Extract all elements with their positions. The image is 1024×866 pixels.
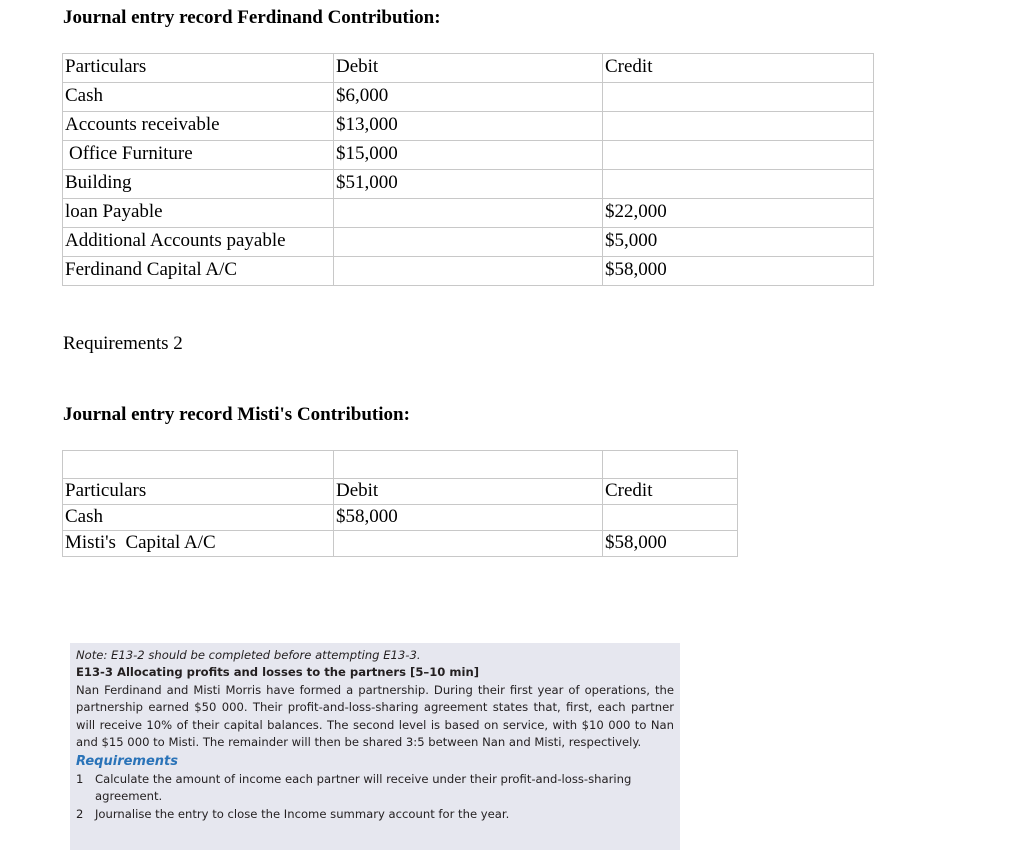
table-row [63,505,738,531]
table-row [63,141,874,170]
requirement-number: 2 [76,806,84,821]
header-particulars: Particulars [63,479,334,505]
table-row [63,257,874,286]
debit-cell: $58,000 [334,505,603,531]
particulars-cell: Accounts receivable [63,112,334,141]
table-header-row [63,54,874,83]
exercise-body: Nan Ferdinand and Misti Morris have formed a partnership. During their first year of operations, the partnership earned $50 000. Their profit-and-loss-sharing agreement states that, first, each partner will receive 10% of their capital balances. The second level is based on service, with $10 000 to Nan and $15 000 to Misti. The remainder will then be shared 3:5 between Nan and Misti, respectively. [76,682,674,750]
section1-title: Journal entry record Ferdinand Contribution: [63,7,441,28]
blank-row [63,451,738,479]
particulars-cell: Additional Accounts payable [63,228,334,257]
debit-cell [334,257,603,286]
particulars-cell: loan Payable [63,199,334,228]
table-row [63,112,874,141]
particulars-cell: Cash [63,83,334,112]
particulars-cell: Misti's Capital A/C [63,531,334,557]
misti-journal-table [62,450,738,557]
header-particulars: Particulars [63,54,334,83]
section2-title: Journal entry record Misti's Contribution: [63,404,410,425]
debit-cell: $6,000 [334,83,603,112]
particulars-cell: Office Furniture [63,141,334,170]
header-credit: Credit [603,479,738,505]
requirements-label: Requirements [76,754,178,770]
blank-cell [63,451,334,479]
table-row [63,199,874,228]
particulars-cell: Building [63,170,334,199]
credit-cell: $58,000 [603,257,874,286]
header-debit: Debit [334,54,603,83]
requirement-text: Calculate the amount of income each partner will receive under their profit-and-loss-sharing agreement. [95,771,632,804]
requirement-text: Journalise the entry to close the Income summary account for the year. [95,806,510,821]
table-row [63,170,874,199]
credit-cell [603,112,874,141]
exercise-note-box [70,643,680,850]
credit-cell [603,141,874,170]
table-row [63,228,874,257]
credit-cell: $22,000 [603,199,874,228]
particulars-cell: Ferdinand Capital A/C [63,257,334,286]
debit-cell: $13,000 [334,112,603,141]
requirement-item [76,806,674,823]
table-header-row [63,479,738,505]
debit-cell [334,531,603,557]
particulars-cell: Cash [63,505,334,531]
ferdinand-journal-table [62,53,874,286]
debit-cell: $51,000 [334,170,603,199]
debit-cell [334,228,603,257]
debit-cell: $15,000 [334,141,603,170]
table-row [63,531,738,557]
header-credit: Credit [603,54,874,83]
table-row [63,83,874,112]
credit-cell [603,83,874,112]
note-intro: Note: E13-2 should be completed before attempting E13-3. [76,648,421,662]
requirement-number: 1 [76,771,84,786]
debit-cell [334,199,603,228]
credit-cell: $5,000 [603,228,874,257]
exercise-heading: E13-3 Allocating profits and losses to the partners [5–10 min] [76,665,479,680]
requirements-heading: Requirements 2 [63,333,183,354]
credit-cell [603,170,874,199]
header-debit: Debit [334,479,603,505]
requirement-item [76,771,674,806]
blank-cell [603,451,738,479]
credit-cell: $58,000 [603,531,738,557]
credit-cell [603,505,738,531]
blank-cell [334,451,603,479]
